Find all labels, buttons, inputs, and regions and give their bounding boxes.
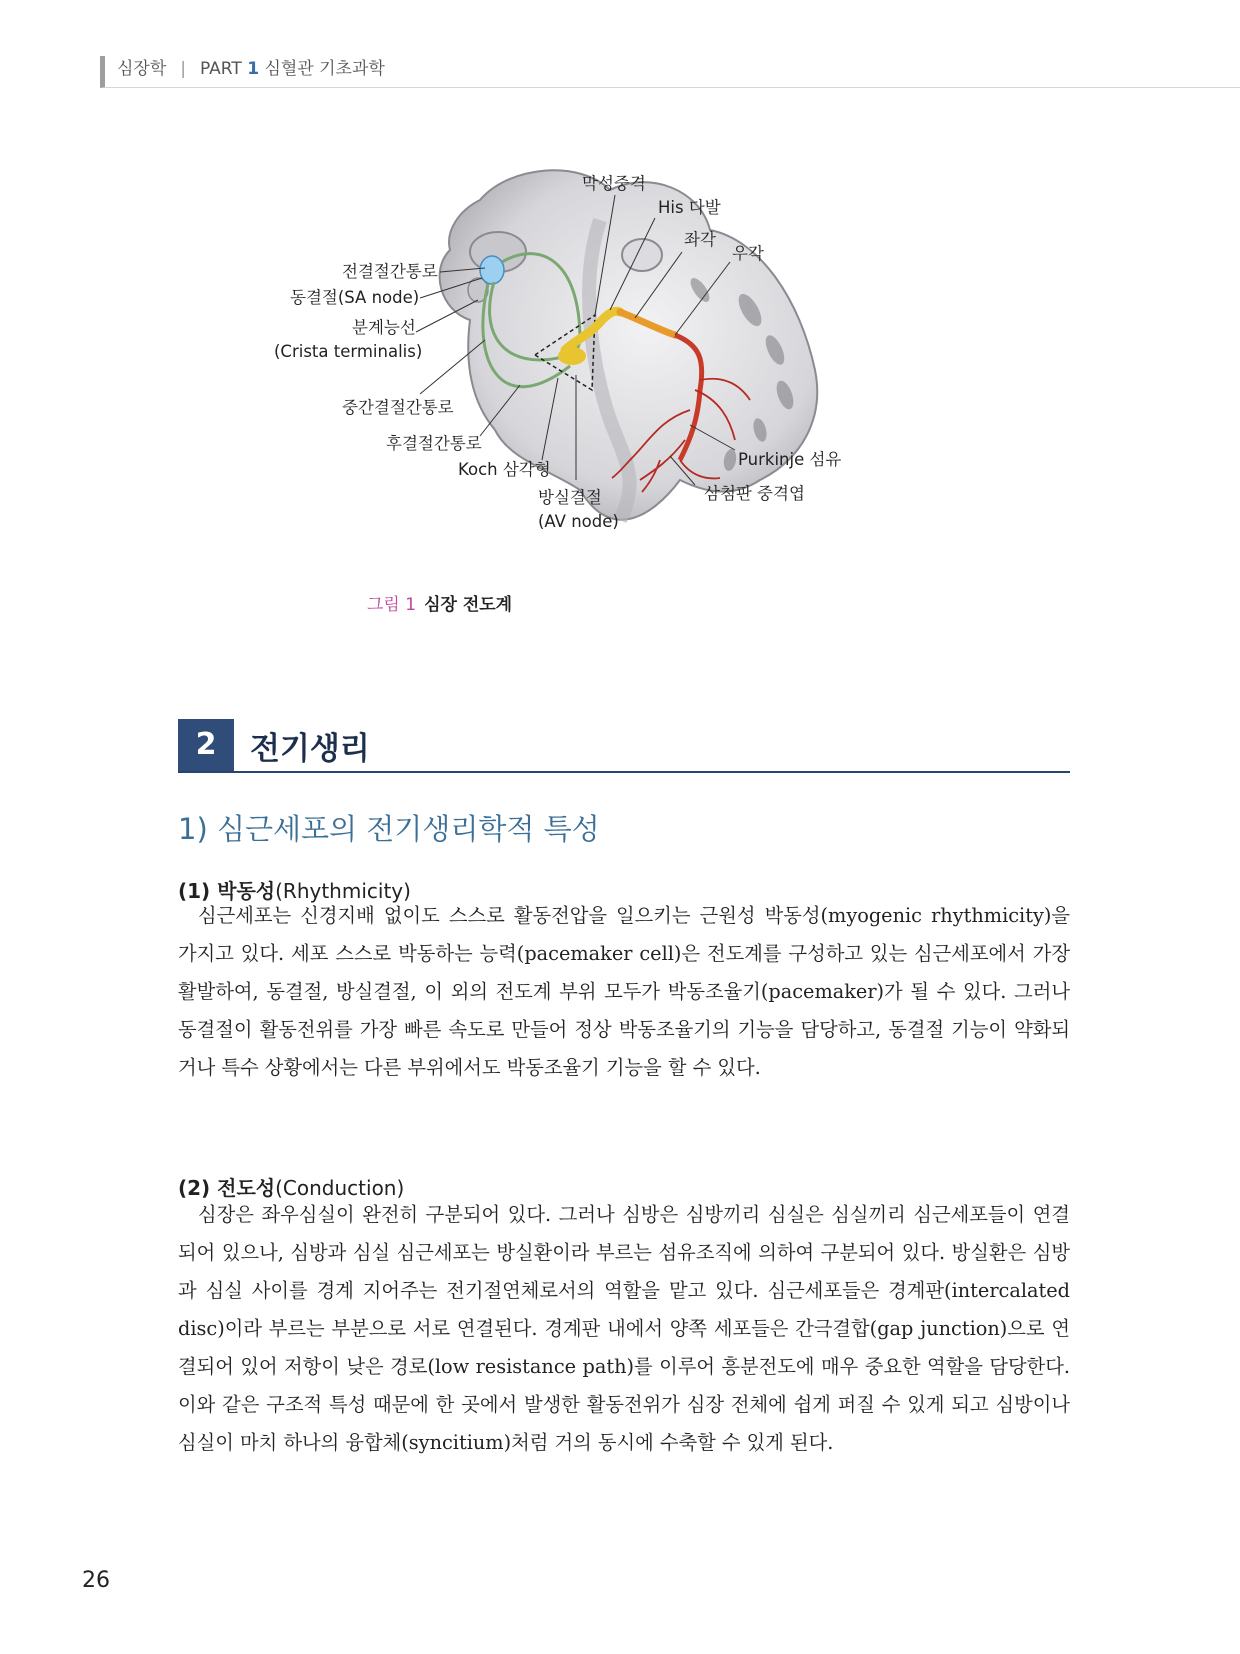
part-label: PART	[200, 59, 242, 79]
label-right-bundle-branch: 우각	[732, 244, 764, 263]
figure-title: 심장 전도계	[424, 595, 513, 615]
item-heading-en: (Conduction)	[275, 1176, 405, 1200]
label-middle-internodal-tract: 중간결절간통로	[342, 398, 454, 417]
part-title: 심혈관 기초과학	[264, 59, 385, 79]
label-anterior-internodal-tract: 전결절간통로	[342, 262, 438, 281]
label-his-bundle: His 다발	[658, 198, 721, 217]
paragraph-conduction: 심장은 좌우심실이 완전히 구분되어 있다. 그러나 심방은 심방끼리 심실은 심실끼리 심근세포들이 연결되어 있으나, 심방과 심실 심근세포는 방실환이라 부르는 섬유조직에 의하여 구분되어 있다. 방실환은 심방과 심실 사이를 경계 지어주는 전기절연체로서의 역할을 맡고 있다. 심근세포들은 경계판(intercalated disc)이라 부르는 부분으로 서로 연결된다. 경계판 내에서 양쪽 세포들은 간극결합(gap junction)으로 연결되어 있어 저항이 낮은 경로(low resistance path)를 이루어 흥분전도에 매우 중요한 역할을 담당한다. 이와 같은 구조적 특성 때문에 한 곳에서 발생한 활동전위가 심장 전체에 쉽게 퍼질 수 있게 되고 심방이나 심실이 마치 하나의 융합체(syncitium)처럼 거의 동시에 수축할 수 있게 된다.	[178, 1203, 1070, 1454]
header-separator: |	[180, 59, 187, 79]
book-title: 심장학	[117, 59, 167, 79]
label-crista-terminalis: 분계능선	[352, 318, 416, 337]
item-heading-en: (Rhythmicity)	[275, 879, 411, 903]
label-membranous-septum: 막성중격	[582, 174, 646, 193]
item-heading-ko: (2) 전도성	[178, 1176, 276, 1200]
part-number: 1	[247, 59, 260, 79]
section-number: 2	[178, 719, 234, 771]
figure-number: 그림 1	[367, 595, 417, 615]
figure-caption	[367, 590, 512, 615]
label-av-node: 방실결절	[538, 488, 602, 507]
label-koch-triangle: Koch 삼각형	[458, 460, 551, 479]
label-tricuspid-septal-leaflet: 삼첨판 중격엽	[704, 484, 805, 503]
label-sa-node: 동결절(SA node)	[290, 288, 420, 307]
label-av-node-en: (AV node)	[538, 512, 619, 531]
heart-conduction-figure	[274, 160, 900, 580]
subsection-title: 1) 심근세포의 전기생리학적 특성	[178, 812, 600, 846]
section-heading	[178, 719, 1070, 773]
item-heading-ko: (1) 박동성	[178, 879, 276, 903]
label-crista-terminalis-en: (Crista terminalis)	[274, 342, 423, 361]
label-posterior-internodal-tract: 후결절간통로	[386, 434, 482, 453]
section-title: 전기생리	[250, 731, 370, 767]
label-purkinje-fibers: Purkinje 섬유	[738, 450, 842, 469]
running-head	[100, 56, 1240, 88]
page-number: 26	[82, 1568, 110, 1593]
paragraph-rhythmicity: 심근세포는 신경지배 없이도 스스로 활동전압을 일으키는 근원성 박동성(myogenic rhythmicity)을 가지고 있다. 세포 스스로 박동하는 능력(pacemaker cell)은 전도계를 구성하고 있는 심근세포에서 가장 활발하여, 동결절, 방실결절, 이 외의 전도계 부위 모두가 박동조율기(pacemaker)가 될 수 있다. 그러나 동결절이 활동전위를 가장 빠른 속도로 만들어 정상 박동조율기의 기능을 담당하고, 동결절 기능이 약화되거나 특수 상황에서는 다른 부위에서도 박동조율기 기능을 할 수 있다.	[178, 904, 1070, 1079]
label-left-bundle-branch: 좌각	[684, 230, 716, 249]
